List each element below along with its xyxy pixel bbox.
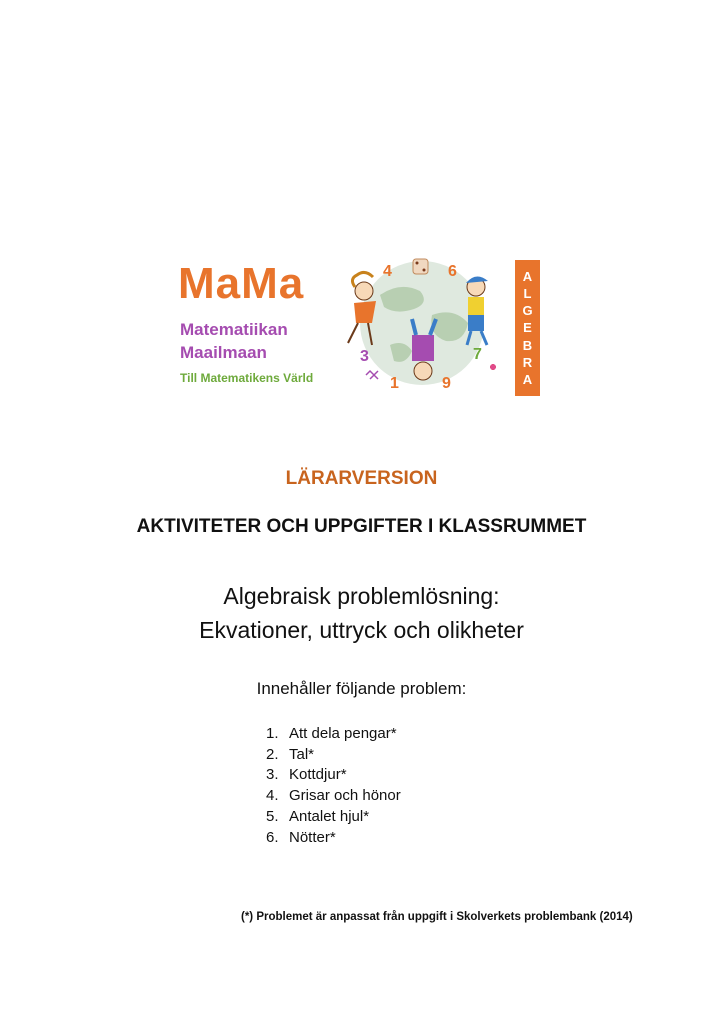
list-item-number: 1.	[266, 725, 279, 742]
list-item	[266, 786, 401, 807]
subtitle-line-2: Ekvationer, uttryck och olikheter	[199, 617, 524, 643]
list-item	[266, 724, 401, 745]
list-item-text: Tal*	[289, 745, 315, 763]
list-item-text: Nötter*	[289, 828, 336, 846]
algebra-side-label	[515, 260, 540, 396]
subtitle-line-1: Algebraisk problemlösning:	[223, 583, 500, 609]
contains-label: Innehåller följande problem:	[256, 679, 467, 698]
list-item-text: Grisar och hönor	[289, 787, 401, 805]
version-label: LÄRARVERSION	[285, 468, 438, 489]
logo-line-2: Maailmaan	[180, 343, 267, 362]
logo-illustration	[340, 255, 510, 400]
list-item	[266, 765, 401, 786]
logo-number: 3	[360, 348, 369, 365]
footnote: (*) Problemet är anpassat från uppgift i Skolverkets problembank (2014)	[241, 911, 633, 923]
globe-with-children-icon	[340, 255, 510, 400]
list-item-number: 6.	[266, 828, 279, 846]
list-item-number: 4.	[266, 787, 279, 805]
list-item	[266, 828, 401, 849]
list-item-number: 3.	[266, 766, 279, 784]
list-item-text: Kottdjur*	[289, 766, 347, 784]
logo-number: 6	[448, 263, 457, 280]
list-item-text: Att dela pengar*	[289, 725, 397, 742]
mama-logo	[0, 0, 723, 420]
logo-number: 9	[442, 375, 451, 392]
logo-number: 1	[390, 375, 399, 392]
logo-title: MaMa	[178, 259, 305, 308]
list-item-number: 2.	[266, 745, 279, 763]
page-title: AKTIVITETER OCH UPPGIFTER I KLASSRUMMET	[136, 516, 587, 537]
logo-line-3: Till Matematikens Värld	[180, 371, 314, 385]
logo-number: 4	[383, 263, 392, 280]
list-item-number: 5.	[266, 807, 279, 825]
problem-list	[266, 724, 401, 848]
logo-number: 7	[473, 346, 482, 363]
algebra-label-text: ALGEBRA	[522, 268, 533, 387]
list-item-text: Antalet hjul*	[289, 807, 370, 825]
logo-line-1: Matematiikan	[180, 320, 288, 339]
list-item	[266, 807, 401, 828]
list-item	[266, 745, 401, 766]
